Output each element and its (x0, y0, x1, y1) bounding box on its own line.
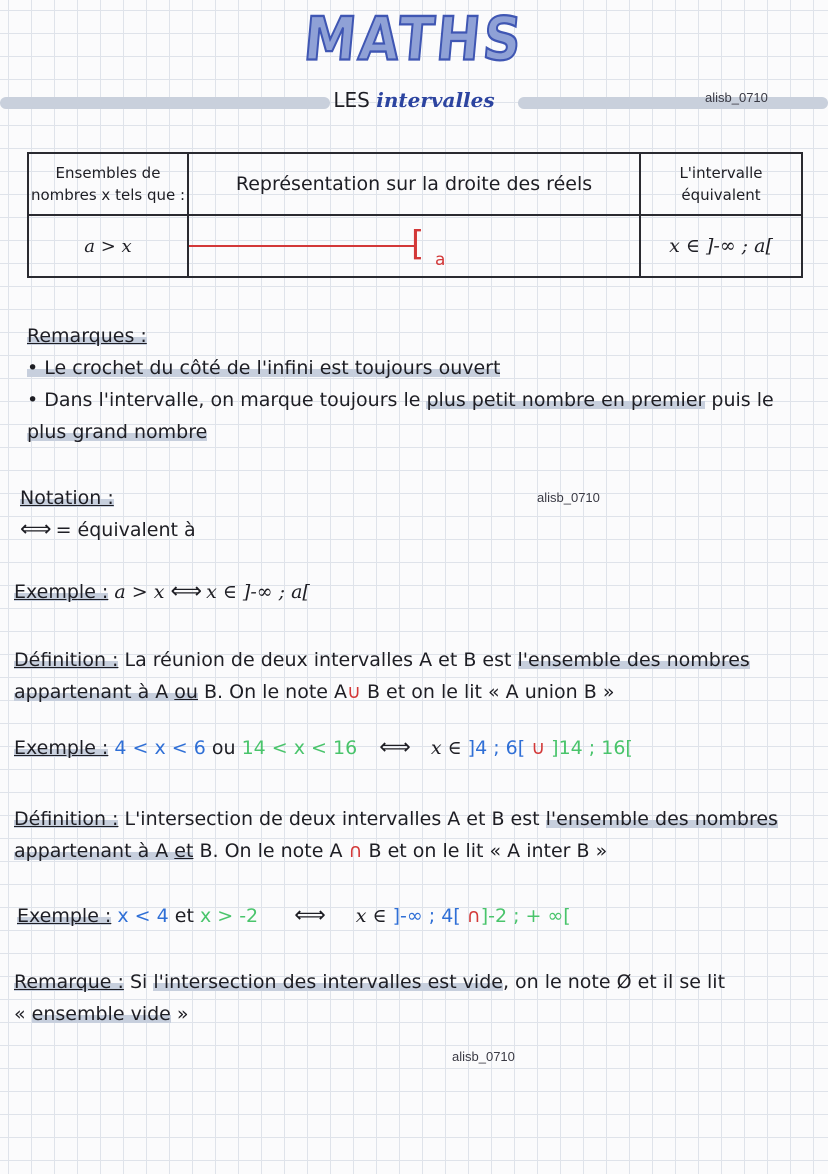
notation-line (20, 514, 196, 546)
remarque2-line2-c: » (170, 1003, 189, 1025)
exemple2-union-icon: ∪ (531, 737, 546, 759)
watermark-bottom: alisb_0710 (452, 1049, 515, 1064)
notation-text: = équivalent à (55, 519, 196, 541)
exemple2-int1: ]4 ; 6[ (467, 737, 526, 759)
watermark-middle: alisb_0710 (537, 490, 600, 505)
definition2-et: et (174, 840, 194, 862)
exemple3-line (17, 900, 817, 932)
exemple3-int2: ]-2 ; + ∞[ (480, 905, 571, 927)
notation-title (20, 482, 114, 514)
exemple1-line (14, 576, 310, 608)
subtitle-prefix: LES (333, 88, 370, 112)
exemple1-right: x ∈ ]-∞ ; a[ (206, 581, 310, 603)
remarque2-text-b: l'intersection des intervalles est vide (153, 971, 503, 993)
definition1-ou: ou (174, 681, 198, 703)
bracket-label: a (435, 250, 446, 270)
union-symbol-icon: ∪ (347, 681, 361, 703)
definition2-text-b: l'ensemble des nombres (545, 808, 778, 830)
bracket-mark: [ (411, 224, 425, 264)
definition1-line2-c: B et on le lit « A union B » (366, 681, 615, 703)
remarques-line2-b: plus petit nombre en premier (426, 389, 706, 411)
header-interval-line1: L'intervalle (679, 164, 763, 182)
definition1-text-b: l'ensemble des nombres (517, 649, 750, 671)
exemple2-label: Exemple : (14, 737, 109, 759)
interval-table (27, 152, 803, 278)
definition2-line2-b: B. On le note A (193, 840, 349, 862)
remarque2-line2-b: ensemble vide (31, 1003, 171, 1025)
row-representation (188, 215, 640, 277)
watermark-top: alisb_0710 (705, 90, 768, 105)
exemple3-int1: ]-∞ ; 4[ (392, 905, 461, 927)
remarque2-text-a: Si (123, 971, 154, 993)
exemple1-label: Exemple : (14, 581, 109, 603)
equivalence-arrow-icon: ⟺ (20, 517, 50, 542)
definition2-label: Définition : (14, 808, 119, 830)
table-row (28, 215, 802, 277)
definition1-label: Définition : (14, 649, 119, 671)
exemple1-arrow-icon: ⟺ (170, 579, 201, 604)
subtitle-script: intervalles (376, 88, 495, 112)
table-header-row (28, 153, 802, 215)
exemple2-ou: ou (205, 737, 242, 759)
definition1-line2-a: appartenant à A (14, 681, 175, 703)
exemple3-et: et (168, 905, 200, 927)
header-interval-line2: équivalent (681, 186, 761, 204)
remarques-title: Remarques : (27, 325, 147, 347)
remarques-line2-c: puis le (705, 389, 774, 411)
remarques-line2-a: • Dans l'intervalle, on marque toujours le (27, 389, 427, 411)
definition2-section (14, 803, 814, 867)
header-representation: Représentation sur la droite des réels (188, 153, 640, 215)
remarques-line1: • Le crochet du côté de l'infini est toujours ouvert (27, 357, 501, 379)
definition1-line2-b: B. On le note A (197, 681, 348, 703)
notation-title-text: Notation : (20, 487, 114, 509)
remarque2-label: Remarque : (14, 971, 124, 993)
exemple3-x-in: x ∈ (355, 905, 393, 927)
remarque2-line2-a: « (14, 1003, 32, 1025)
page-subtitle (0, 88, 828, 112)
header-sets-line1: Ensembles de (55, 164, 161, 182)
remarques-section (27, 320, 807, 448)
header-sets (28, 153, 188, 215)
remarque2-text-c: , on le note Ø et il se lit (502, 971, 726, 993)
exemple3-part2: x > -2 (199, 905, 259, 927)
exemple3-arrow-icon: ⟺ (294, 903, 324, 928)
page-title: MATHS (301, 5, 527, 75)
header-interval (640, 153, 802, 215)
row-condition: a > x (28, 215, 188, 277)
number-line (189, 216, 639, 276)
definition2-text-a: L'intersection de deux intervalles A et B est (118, 808, 546, 830)
intersection-symbol-icon: ∩ (348, 840, 363, 862)
exemple1-left: a > x (114, 581, 165, 603)
exemple2-part1: 4 < x < 6 (114, 737, 206, 759)
remarque2-section (14, 966, 814, 1030)
exemple2-int2: ]14 ; 16[ (551, 737, 633, 759)
exemple2-x-in: x ∈ (430, 737, 468, 759)
header-sets-line2: nombres x tels que : (30, 186, 186, 204)
exemple2-line (14, 732, 814, 764)
definition1-text-a: La réunion de deux intervalles A et B est (118, 649, 518, 671)
remarques-line3: plus grand nombre (27, 421, 208, 443)
exemple2-arrow-icon: ⟺ (379, 735, 409, 760)
number-line-segment (189, 245, 414, 247)
exemple3-inter-icon: ∩ (466, 905, 481, 927)
exemple3-part1: x < 4 (117, 905, 169, 927)
definition1-section (14, 644, 814, 708)
row-interval: x ∈ ]-∞ ; a[ (640, 215, 802, 277)
definition2-line2-c: B et on le lit « A inter B » (362, 840, 608, 862)
exemple3-label: Exemple : (17, 905, 112, 927)
exemple2-part2: 14 < x < 16 (241, 737, 358, 759)
definition2-line2-a: appartenant à A (14, 840, 175, 862)
